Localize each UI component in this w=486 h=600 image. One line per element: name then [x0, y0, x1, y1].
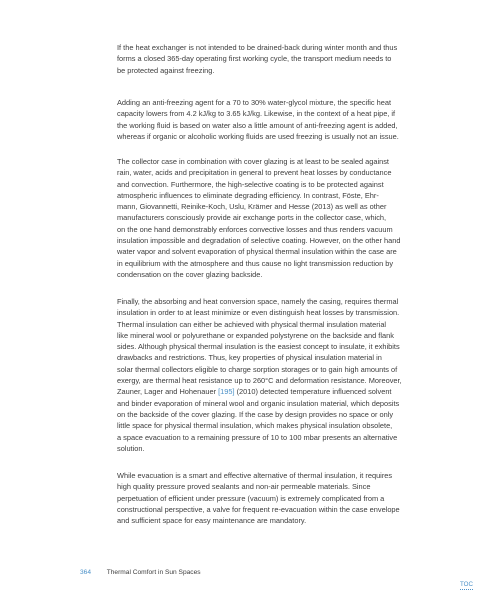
text-line: insulation impossible and degradation of selective coating. However, on the other hand [117, 236, 401, 246]
paragraph-3 [117, 156, 469, 280]
text-line: whereas if organic or alcoholic working fluids are used freezing is usually not an issue. [117, 131, 399, 141]
text-line: solution. [117, 443, 145, 453]
paragraph-1 [117, 42, 469, 76]
text-line: exergy, are thermal heat resistance up to 260°C and deformation resistance. Moreover, [117, 376, 402, 386]
text-line: drawbacks and restrictions. Thus, key properties of physical insulation material in [117, 353, 382, 363]
text-line: While evacuation is a smart and effective alternative of thermal insulation, it requires [117, 471, 393, 480]
text-line: be protected against freezing. [117, 65, 215, 75]
text-line: atmospheric influences to eliminate degrading efficiency. In contrast, Föste, Ehr- [117, 190, 379, 200]
text-line: water vapor and solvent evaporation of physical thermal insulation within the case are [117, 247, 397, 257]
page-footer [80, 568, 201, 577]
text-line: and convection. Furthermore, the high-selective coating is to be protected against [117, 179, 384, 189]
text-line: high quality pressure proved sealants and non-air permeable materials. Since [117, 482, 371, 492]
text-line: Adding an anti-freezing agent for a 70 to 30% water-glycol mixture, the specific heat [117, 98, 392, 107]
text-line: Finally, the absorbing and heat conversion space, namely the casing, requires thermal [117, 297, 399, 306]
toc-link[interactable]: TOC [460, 581, 473, 588]
text-line: on the backside of the cover glazing. If the case by design provides no space or only [117, 409, 394, 419]
text-line: mann, Giovannetti, Reinike-Koch, Uslu, Krämer and Hesse (2013) as well as other [117, 202, 387, 212]
paragraph-5 [117, 470, 469, 526]
text-line: insulation in order to at least minimize or even distinguish heat losses by transmission. [117, 308, 400, 318]
text-line: If the heat exchanger is not intended to be drained-back during winter month and thus [117, 43, 398, 52]
text-line: condensation on the cover glazing backside. [117, 269, 263, 279]
text-line: capacity lowers from 4.2 kJ/kg to 3.65 kJ/kg. Likewise, in the context of a heat pipe, if [117, 109, 396, 119]
text-line: constructional perspective, a valve for frequent re-evacuation within the case envelope [117, 504, 400, 514]
citation-link[interactable]: [195] [218, 387, 235, 397]
text-line: perpetuation of efficient under pressure (vacuum) is extremely complicated from a [117, 493, 385, 503]
text-line: like mineral wool or polyurethane or expanded polystyrene on the backside and flank [117, 330, 394, 340]
text-line: manufacturers consciously provide air exchange ports in the collector case, which, [117, 213, 387, 223]
text-line: solar thermal collectors eligible to charge sorption storages or to gain high amounts of [117, 364, 398, 374]
text-line: Thermal insulation can either be achieved with physical thermal insulation material [117, 319, 387, 329]
text-line-with-reference: Zauner, Lager and Hohenauer [195] (2010) detected temperature influenced solvent [117, 387, 392, 397]
paragraph-4 [117, 296, 469, 454]
text-line: sides. Although physical thermal insulation is the easiest concept to insulate, it exhibits [117, 342, 400, 352]
text-line: little space for physical thermal insulation, which makes physical insulation obsolete, [117, 421, 393, 431]
text-line: forms a closed 365-day operating first working cycle, the transport medium needs to [117, 54, 392, 64]
paragraph-2 [117, 97, 469, 142]
text-line: The collector case in combination with cover glazing is at least to be sealed against [117, 157, 389, 166]
text-line: a space evacuation to a remaining pressure of 10 to 100 mbar presents an alternative [117, 432, 398, 442]
text-line: in equilibrium with the atmosphere and thus cause no light transmission reduction by [117, 258, 394, 268]
text-line: and binder evaporation of mineral wool and organic insulation material, which deposits [117, 398, 400, 408]
text-line: on the one hand demonstrably enforces convective losses and thus renders vacuum [117, 224, 393, 234]
text-line: the working fluid is based on water also a little amount of anti-freezing agent is added, [117, 120, 398, 130]
text-line: and sufficient space for easy maintenance are mandatory. [117, 516, 307, 526]
running-title: Thermal Comfort in Sun Spaces [106, 569, 201, 576]
page-number: 364 [80, 569, 92, 576]
text-line: rain, water, acids and precipitation in general to prevent heat losses by conductance [117, 168, 392, 178]
